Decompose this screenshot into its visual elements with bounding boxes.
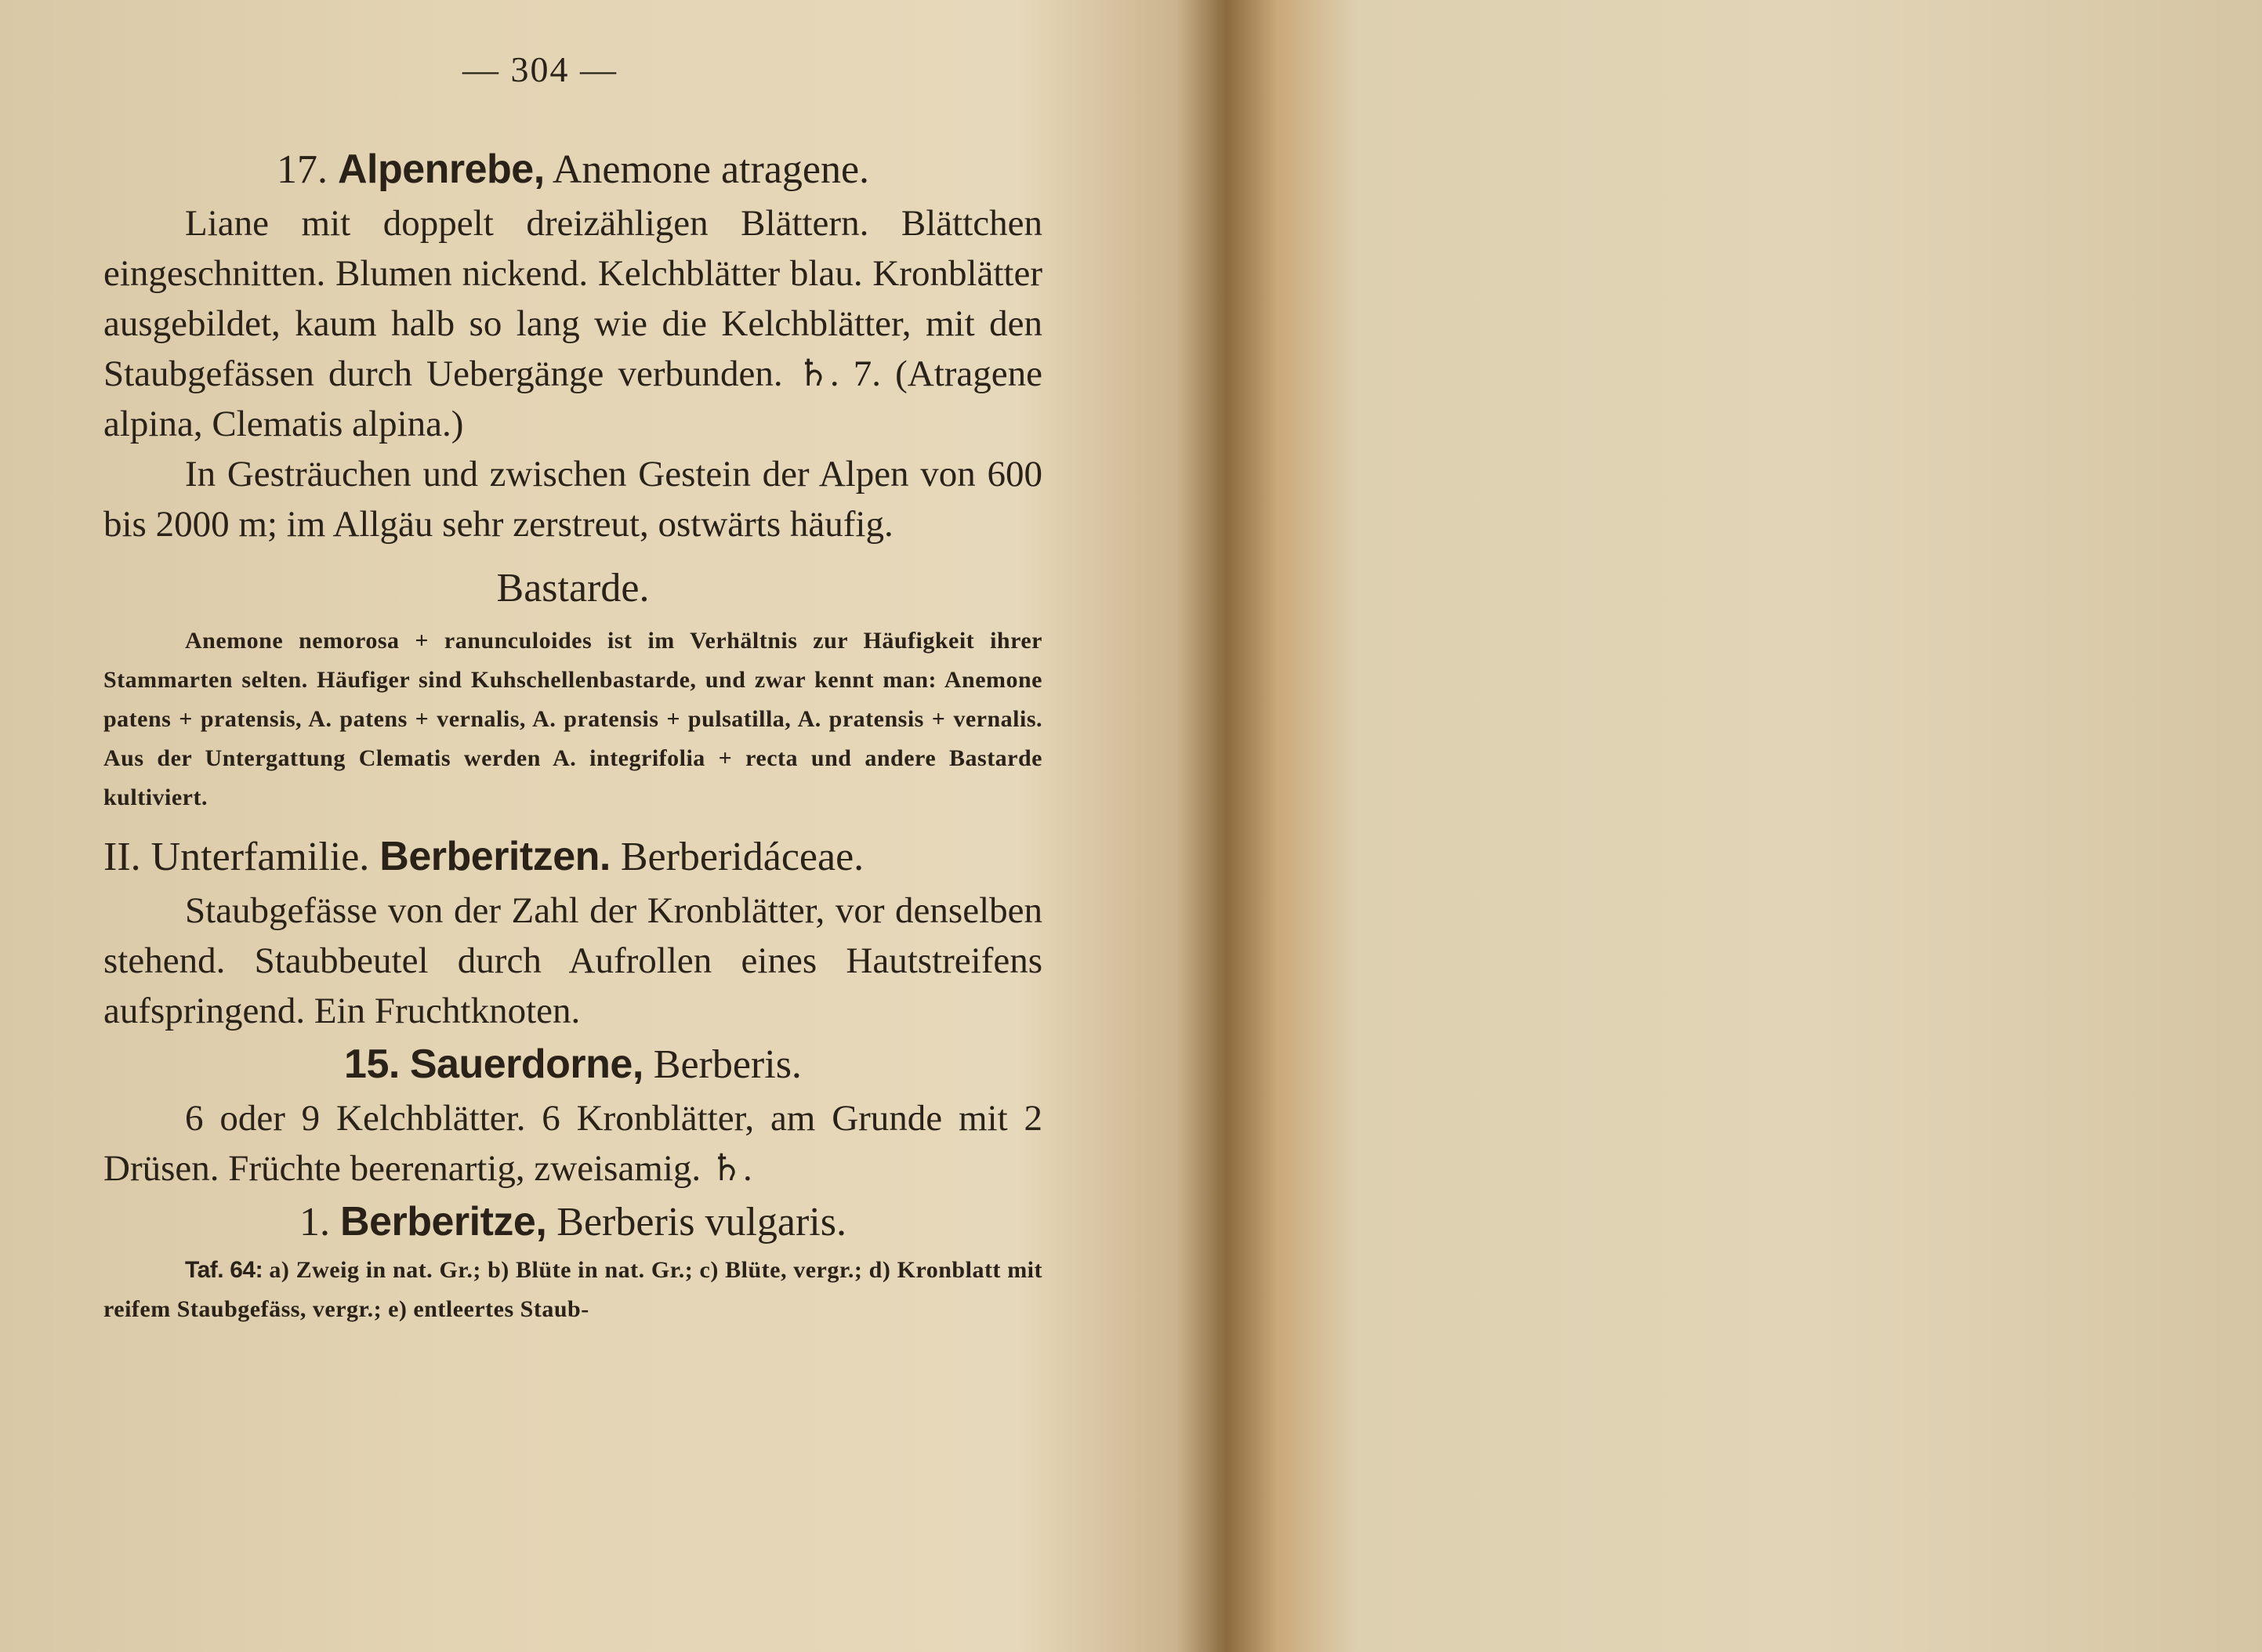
subfamily-latin: Berberidáceae. bbox=[620, 835, 865, 879]
plate-caption-text: a) Zweig in nat. Gr.; b) Blüte in nat. Gr.; c) Blüte, vergr.; d) Kronblatt mit reifem Staubgefäss, vergr.; e) entleertes Staub- bbox=[103, 1257, 1043, 1322]
page-number: — 304 — bbox=[462, 49, 618, 89]
genus-description: 6 oder 9 Kelchblätter. 6 Kronblätter, am Grunde mit 2 Drüsen. Früchte beerenartig, zweisamig. ♄. bbox=[103, 1098, 1042, 1189]
species-common-name: Berberitze, bbox=[340, 1199, 547, 1244]
entry-latin-name: Anemone atragene. bbox=[552, 147, 870, 192]
left-page bbox=[0, 0, 1129, 1652]
plate-label: Taf. 64: bbox=[185, 1257, 263, 1283]
plate-caption bbox=[103, 1251, 1042, 1329]
genus-heading-15 bbox=[103, 1036, 1042, 1093]
subfamily-prefix: II. Unterfamilie. bbox=[103, 835, 370, 879]
genus-number: 15. bbox=[344, 1042, 400, 1087]
species-heading-1 bbox=[103, 1194, 1042, 1251]
species-heading-17 bbox=[103, 141, 1042, 198]
entry-common-name: Alpenrebe, bbox=[337, 147, 545, 192]
subfamily-description: Staubgefässe von der Zahl der Kronblätter, vor denselben stehend. Staubbeutel durch Aufrollen eines Hautstreifens aufspringend. Ein Fruchtknoten. bbox=[103, 890, 1042, 1031]
bastarde-note: Anemone nemorosa + ranunculoides ist im Verhältnis zur Häufigkeit ihrer Stammarten selten. Häufiger sind Kuhschellenbastarde, und zwar kennt man: Anemone patens + pratensis, A. patens + vernalis, A. pratensis + pulsatilla, A. pratensis + vernalis. Aus der Untergattung Clematis werden A. integrifolia + recta und andere Bastarde kultiviert. bbox=[103, 628, 1042, 810]
left-text-block bbox=[103, 141, 1042, 1329]
species-latin-name: Berberis vulgaris. bbox=[556, 1200, 846, 1244]
subfamily-name: Berberitzen. bbox=[379, 834, 611, 879]
genus-name: Sauerdorne, bbox=[409, 1042, 643, 1087]
genus-latin: Berberis. bbox=[653, 1042, 802, 1087]
right-page bbox=[1140, 0, 2262, 1652]
entry-number: 17. bbox=[276, 147, 328, 192]
species-number: 1. bbox=[299, 1200, 331, 1244]
distribution-paragraph: In Gesträuchen und zwischen Gestein der Alpen von 600 bis 2000 m; im Allgäu sehr zerstreut, ostwärts häufig. bbox=[103, 454, 1042, 545]
subfamily-heading bbox=[103, 828, 1042, 886]
bastarde-heading: Bastarde. bbox=[496, 566, 650, 610]
description-paragraph: Liane mit doppelt dreizähligen Blättern. Blättchen eingeschnitten. Blumen nickend. Kelchblätter blau. Kronblätter ausgebildet, kaum halb so lang wie die Kelchblätter, mit den Staubgefässen durch Uebergänge verbunden. ♄. 7. (Atragene alpina, Clematis alpina.) bbox=[103, 203, 1042, 444]
